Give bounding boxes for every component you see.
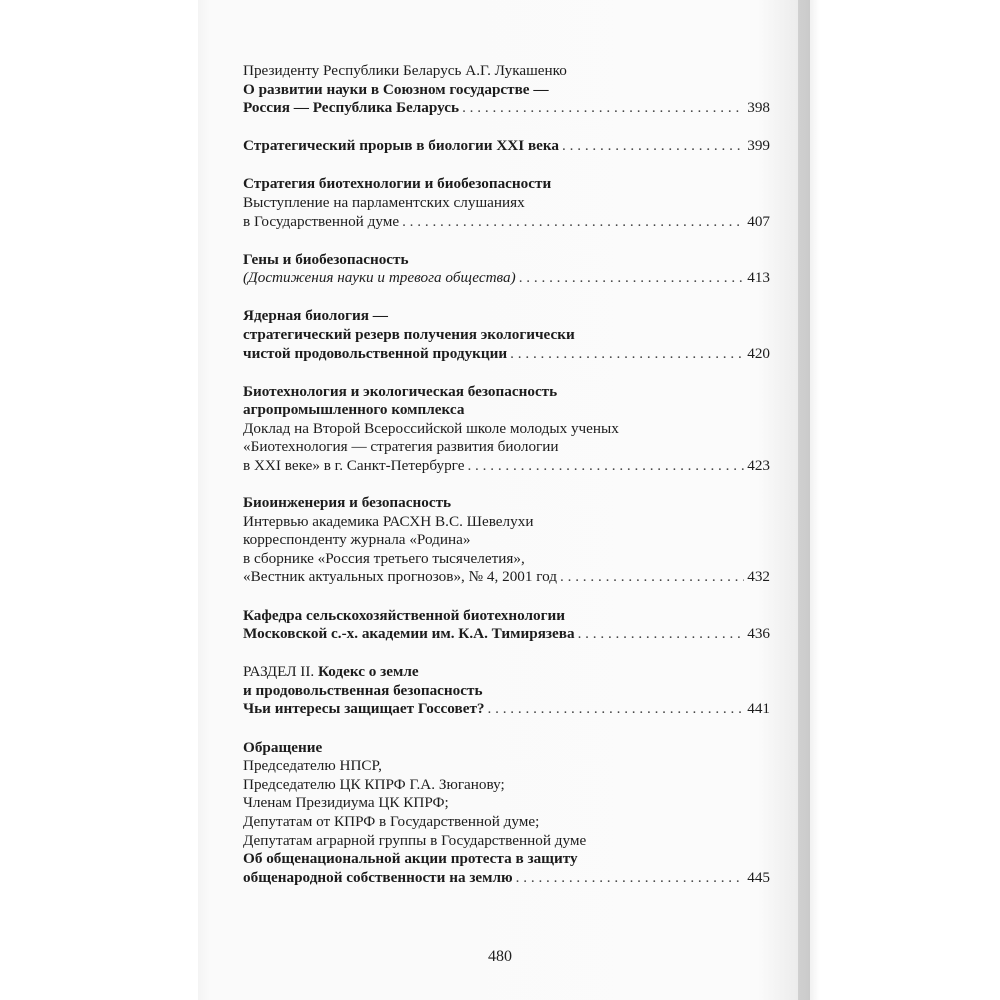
- toc-line: Биотехнология и экологическая безопасность: [243, 382, 558, 400]
- toc-entry: [243, 494, 770, 587]
- table-of-contents: [243, 62, 770, 907]
- toc-line-with-page: [243, 625, 770, 644]
- toc-line-with-page: [243, 457, 770, 476]
- toc-line-with-page: [243, 99, 770, 118]
- toc-line-with-page: [243, 213, 770, 232]
- page-ref: 398: [747, 99, 770, 117]
- toc-line: [243, 663, 770, 682]
- toc-title: (Достижения науки и тревога общества): [243, 269, 516, 287]
- dot-leader: [516, 869, 745, 888]
- page-ref: 423: [747, 457, 770, 474]
- toc-line: Президенту Республики Беларусь А.Г. Лукашенко: [243, 62, 567, 79]
- toc-line: Выступление на парламентских слушаниях: [243, 193, 525, 211]
- toc-entry: [243, 62, 770, 118]
- toc-line-with-page: [243, 345, 770, 364]
- page-ref: 432: [747, 568, 770, 586]
- page-ref: 441: [747, 700, 770, 718]
- toc-entry: [243, 607, 770, 644]
- dot-leader: [560, 568, 744, 587]
- page-ref: 399: [747, 137, 770, 155]
- dot-leader: [562, 137, 744, 156]
- toc-line: «Биотехнология — стратегия развития биологии: [243, 438, 559, 456]
- toc-title: общенародной собственности на землю: [243, 868, 513, 886]
- toc-line: Интервью академика РАСХН В.С. Шевелухи: [243, 512, 534, 530]
- toc-line: в сборнике «Россия третьего тысячелетия»,: [243, 549, 525, 567]
- toc-entry: [243, 383, 770, 476]
- toc-line: агропромышленного комплекса: [243, 401, 465, 419]
- toc-line: Депутатам от КПРФ в Государственной думе;: [243, 812, 540, 830]
- dot-leader: [519, 269, 745, 288]
- dot-leader: [510, 345, 744, 364]
- dot-leader: [467, 457, 744, 476]
- toc-entry: [243, 251, 770, 288]
- toc-line: Доклад на Второй Всероссийской школе молодых ученых: [243, 419, 619, 437]
- toc-title: чистой продовольственной продукции: [243, 344, 508, 362]
- toc-title: Чьи интересы защищает Госсовет?: [243, 700, 485, 718]
- page-ref: 413: [747, 269, 770, 287]
- page-number: 480: [488, 948, 512, 965]
- page-ref: 436: [747, 625, 770, 643]
- dot-leader: [402, 213, 744, 232]
- page-ref: 445: [747, 868, 770, 886]
- toc-title: Стратегический прорыв в биологии XXI века: [243, 137, 560, 155]
- toc-line: корреспонденту журнала «Родина»: [243, 531, 471, 549]
- toc-line: О развитии науки в Союзном государстве —: [243, 80, 549, 98]
- page-edge-shadow: [798, 0, 820, 1000]
- toc-line: Об общенациональной акции протеста в защиту: [243, 850, 578, 868]
- section-prefix: РАЗДЕЛ II.: [243, 663, 319, 681]
- toc-line: Ядерная биология —: [243, 307, 388, 325]
- toc-title: Московской с.-х. академии им. К.А. Тимирязева: [243, 625, 575, 643]
- toc-title: в Государственной думе: [243, 212, 400, 230]
- toc-line: Членам Президиума ЦК КПРФ;: [243, 794, 449, 812]
- toc-entry: [243, 307, 770, 363]
- toc-line-with-page: [243, 700, 770, 719]
- toc-line-with-page: [243, 269, 770, 288]
- toc-line-with-page: [243, 568, 770, 587]
- page-ref: 407: [747, 212, 770, 230]
- toc-line: Гены и биобезопасность: [243, 250, 409, 268]
- toc-line-with-page: [243, 137, 770, 156]
- toc-title: Россия — Республика Беларусь: [243, 99, 460, 117]
- toc-line: и продовольственная безопасность: [243, 681, 483, 699]
- toc-line: стратегический резерв получения экологически: [243, 325, 575, 343]
- toc-line: Стратегия биотехнологии и биобезопасности: [243, 175, 552, 193]
- toc-line: Кафедра сельскохозяйственной биотехнологии: [243, 606, 566, 624]
- toc-title: «Вестник актуальных прогнозов», № 4, 2001 год: [243, 568, 558, 586]
- toc-line: Председателю НПСР,: [243, 757, 382, 775]
- dot-leader: [462, 99, 744, 118]
- section-title: Кодекс о земле: [318, 663, 419, 681]
- toc-entry: [243, 137, 770, 156]
- toc-title: в XXI веке» в г. Санкт-Петербурге: [243, 457, 465, 474]
- toc-line: Биоинженерия и безопасность: [243, 494, 452, 512]
- toc-line: Обращение: [243, 738, 323, 756]
- toc-line: Депутатам аграрной группы в Государственной думе: [243, 831, 587, 849]
- toc-entry: [243, 175, 770, 231]
- toc-line-with-page: [243, 869, 770, 888]
- dot-leader: [488, 700, 745, 719]
- toc-line: Председателю ЦК КПРФ Г.А. Зюганову;: [243, 775, 505, 793]
- dot-leader: [578, 625, 745, 644]
- page-ref: 420: [747, 344, 770, 362]
- toc-entry: [243, 739, 770, 888]
- toc-entry: [243, 663, 770, 719]
